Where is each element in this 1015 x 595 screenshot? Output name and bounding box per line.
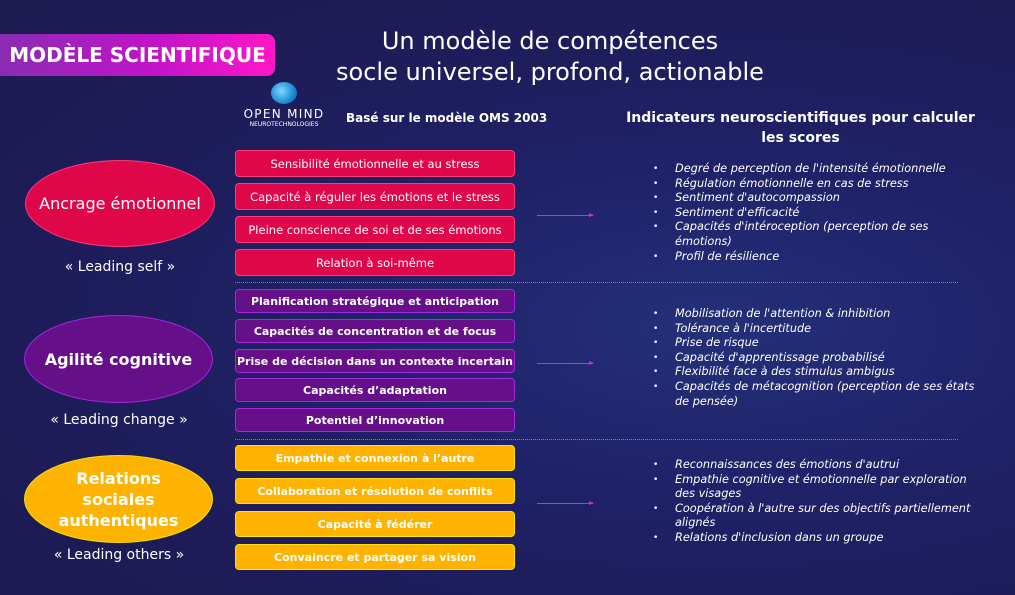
- logo-tagline: NEUROTECHNOLOGIES: [249, 121, 319, 128]
- pillar-ellipse-social: Relations sociales authentiques: [24, 455, 213, 543]
- logo-name: OPEN MIND: [243, 107, 325, 121]
- competence-box: Prise de décision dans un contexte incertain: [235, 349, 515, 373]
- indicator-item: • Profil de résilience: [653, 250, 983, 265]
- competence-box: Sensibilité émotionnelle et au stress: [235, 150, 515, 177]
- indicator-item: • Coopération à l'autre sur des objectifs partiellement alignés: [653, 502, 973, 531]
- pillar-ellipse-cognitive: Agilité cognitive: [24, 315, 213, 403]
- indicator-item: • Sentiment d'autocompassion: [653, 191, 983, 206]
- indicator-item: • Reconnaissances des émotions d'autrui: [653, 458, 973, 473]
- indicator-item: • Mobilisation de l'attention & inhibition: [653, 307, 983, 322]
- indicator-item: • Capacités de métacognition (perception de ses états de pensée): [653, 380, 983, 409]
- title-line-2: socle universel, profond, actionable: [336, 58, 764, 86]
- pillar-subtitle: « Leading change »: [50, 412, 188, 428]
- open-mind-logo: [238, 82, 330, 129]
- competence-box: Capacité à réguler les émotions et le stress: [235, 183, 515, 210]
- indicator-list: [653, 162, 983, 264]
- indicator-list: [653, 458, 973, 546]
- title-line-1: Un modèle de compétences: [381, 27, 719, 55]
- competence-box: Relation à soi-même: [235, 249, 515, 276]
- competence-box: Collaboration et résolution de conflits: [235, 478, 515, 504]
- indicator-item: • Tolérance à l'incertitude: [653, 322, 983, 337]
- indicator-item: • Relations d'inclusion dans un groupe: [653, 531, 973, 546]
- indicator-item: • Prise de risque: [653, 336, 983, 351]
- competence-box: Potentiel d’innovation: [235, 408, 515, 432]
- based-on-label: Basé sur le modèle OMS 2003: [346, 111, 548, 125]
- indicator-item: • Capacité d'apprentissage probabilisé: [653, 351, 983, 366]
- competence-box: Pleine conscience de soi et de ses émotions: [235, 216, 515, 243]
- indicator-item: • Capacités d'intéroception (perception de ses émotions): [653, 220, 983, 249]
- indicator-item: • Degré de perception de l'intensité émotionnelle: [653, 162, 983, 177]
- pillar-subtitle: « Leading self »: [64, 259, 176, 275]
- competence-box: Planification stratégique et anticipation: [235, 289, 515, 313]
- competence-box: Convaincre et partager sa vision: [235, 544, 515, 570]
- arrow-icon: [537, 215, 593, 216]
- arrow-icon: [537, 503, 593, 504]
- pillar-ellipse-emotional: Ancrage émotionnel: [25, 160, 215, 247]
- brain-logo-icon: [271, 82, 297, 104]
- divider: [235, 282, 958, 283]
- pillar-subtitle: « Leading others »: [53, 547, 185, 563]
- indicator-item: • Régulation émotionnelle en cas de stress: [653, 177, 983, 192]
- competence-box: Capacités de concentration et de focus: [235, 319, 515, 343]
- divider: [235, 439, 958, 440]
- indicator-list: [653, 307, 983, 409]
- indicator-item: • Empathie cognitive et émotionnelle par exploration des visages: [653, 473, 973, 502]
- slide-title: [300, 26, 800, 88]
- competence-box: Empathie et connexion à l’autre: [235, 445, 515, 471]
- indicators-title: Indicateurs neuroscientifiques pour calculer les scores: [626, 110, 975, 146]
- indicator-item: • Sentiment d'efficacité: [653, 206, 983, 221]
- arrow-icon: [537, 363, 593, 364]
- competence-box: Capacités d’adaptation: [235, 378, 515, 402]
- section-badge: MODÈLE SCIENTIFIQUE: [0, 34, 275, 76]
- indicator-item: • Flexibilité face à des stimulus ambigus: [653, 365, 983, 380]
- competence-box: Capacité à fédérer: [235, 511, 515, 537]
